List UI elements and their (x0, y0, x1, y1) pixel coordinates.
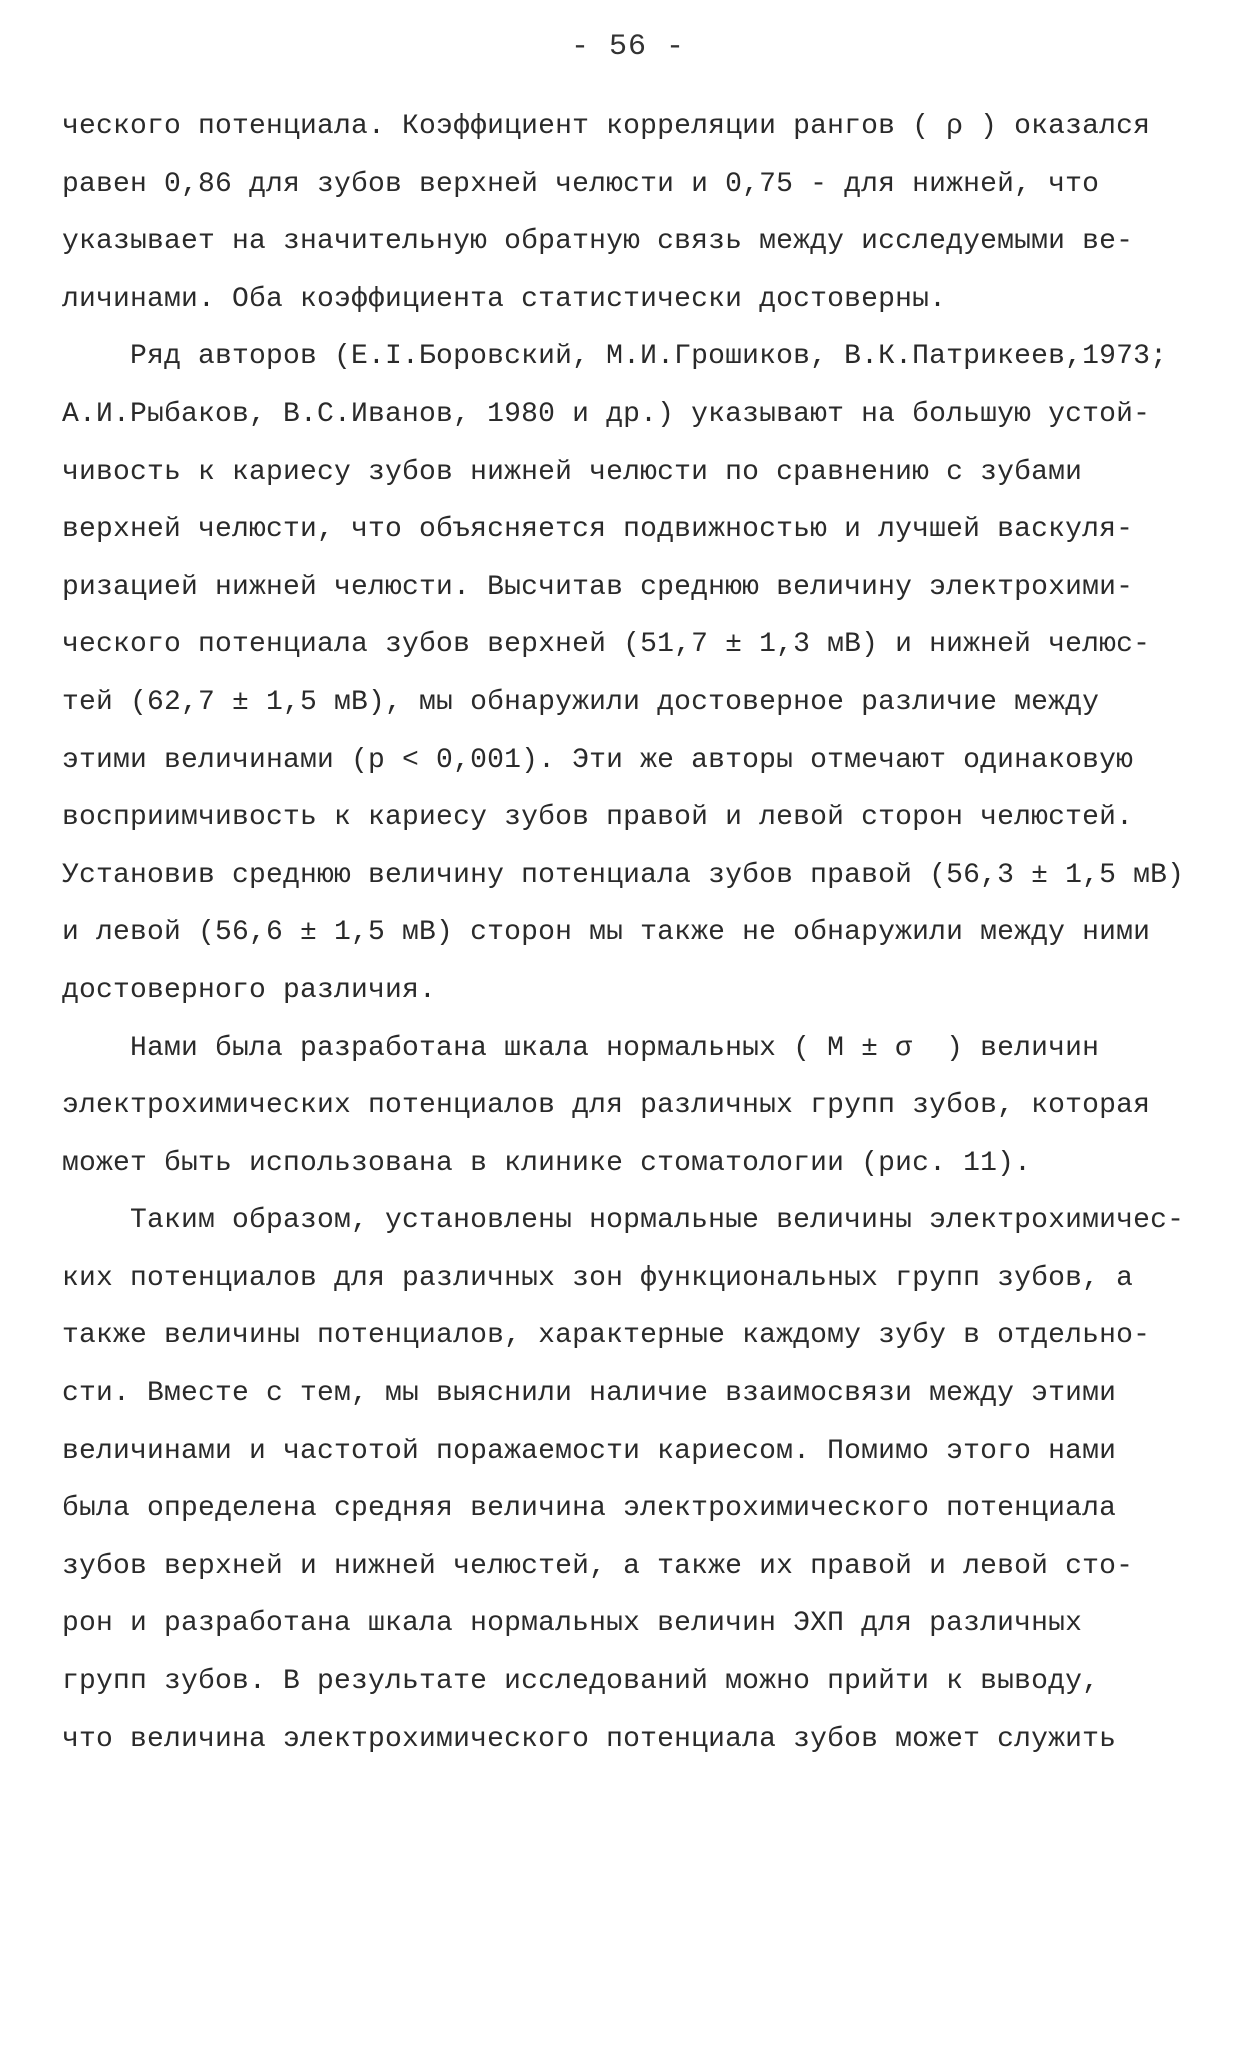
text-line: достоверного различия. (62, 974, 437, 1006)
text-line: равен 0,86 для зубов верхней челюсти и 0,75 - для нижней, что (62, 168, 1100, 200)
text-line: ческого потенциала. Коэффициент корреляции рангов ( ρ ) оказался (62, 111, 1151, 142)
text-line: Нами была разработана шкала нормальных ( М ± σ ) величин (62, 1032, 1100, 1064)
text-line: восприимчивость к кариесу зубов правой и левой сторон челюстей. (62, 802, 1134, 834)
text-line: и левой (56,6 ± 1,5 мВ) сторон мы также не обнаружили между ними (62, 917, 1151, 949)
text-line: Ряд авторов (Е.І.Боровский, М.И.Грошиков, В.К.Патрикеев,1973; (62, 341, 1168, 373)
text-line: этими величинами (р < 0,001). Эти же авторы отмечают одинаковую (62, 744, 1134, 776)
text-line: зубов верхней и нижней челюстей, а также их правой и левой сто- (62, 1550, 1134, 1582)
document-body (62, 98, 1212, 1768)
text-line: личинами. Оба коэффициента статистически достоверны. (62, 283, 947, 315)
text-line: групп зубов. В результате исследований можно прийти к выводу, (62, 1666, 1100, 1698)
text-line: что величина электрохимического потенциала зубов может служить (62, 1723, 1117, 1755)
text-line: электрохимических потенциалов для различных групп зубов, которая (62, 1090, 1151, 1122)
text-line: может быть использована в клинике стоматологии (рис. 11). (62, 1147, 1032, 1179)
text-line: также величины потенциалов, характерные каждому зубу в отдельно- (62, 1320, 1151, 1352)
text-line: была определена средняя величина электрохимического потенциала (62, 1493, 1117, 1525)
page-number: - 56 - (570, 30, 686, 64)
text-line: ческого потенциала зубов верхней (51,7 ± 1,3 мВ) и нижней челюс- (62, 629, 1151, 661)
text-line: величинами и частотой поражаемости кариесом. Помимо этого нами (62, 1435, 1117, 1467)
text-line: рон и разработана шкала нормальных величин ЭХП для различных (62, 1608, 1083, 1640)
text-line: сти. Вместе с тем, мы выяснили наличие взаимосвязи между этими (62, 1378, 1117, 1410)
text-line: чивость к кариесу зубов нижней челюсти по сравнению с зубами (62, 456, 1083, 488)
text-line: верхней челюсти, что объясняется подвижностью и лучшей васкуля- (62, 514, 1134, 546)
text-line: ких потенциалов для различных зон функциональных групп зубов, а (62, 1262, 1134, 1294)
text-line: А.И.Рыбаков, В.С.Иванов, 1980 и др.) указывают на большую устой- (62, 398, 1151, 430)
text-line: тей (62,7 ± 1,5 мВ), мы обнаружили достоверное различие между (62, 686, 1100, 718)
text-line: указывает на значительную обратную связь между исследуемыми ве- (62, 226, 1134, 258)
text-line: Таким образом, установлены нормальные величины электрохимичес- (62, 1205, 1185, 1237)
text-line: Установив среднюю величину потенциала зубов правой (56,3 ± 1,5 мВ) (62, 859, 1185, 891)
text-line: ризацией нижней челюсти. Высчитав среднюю величину электрохими- (62, 571, 1134, 603)
